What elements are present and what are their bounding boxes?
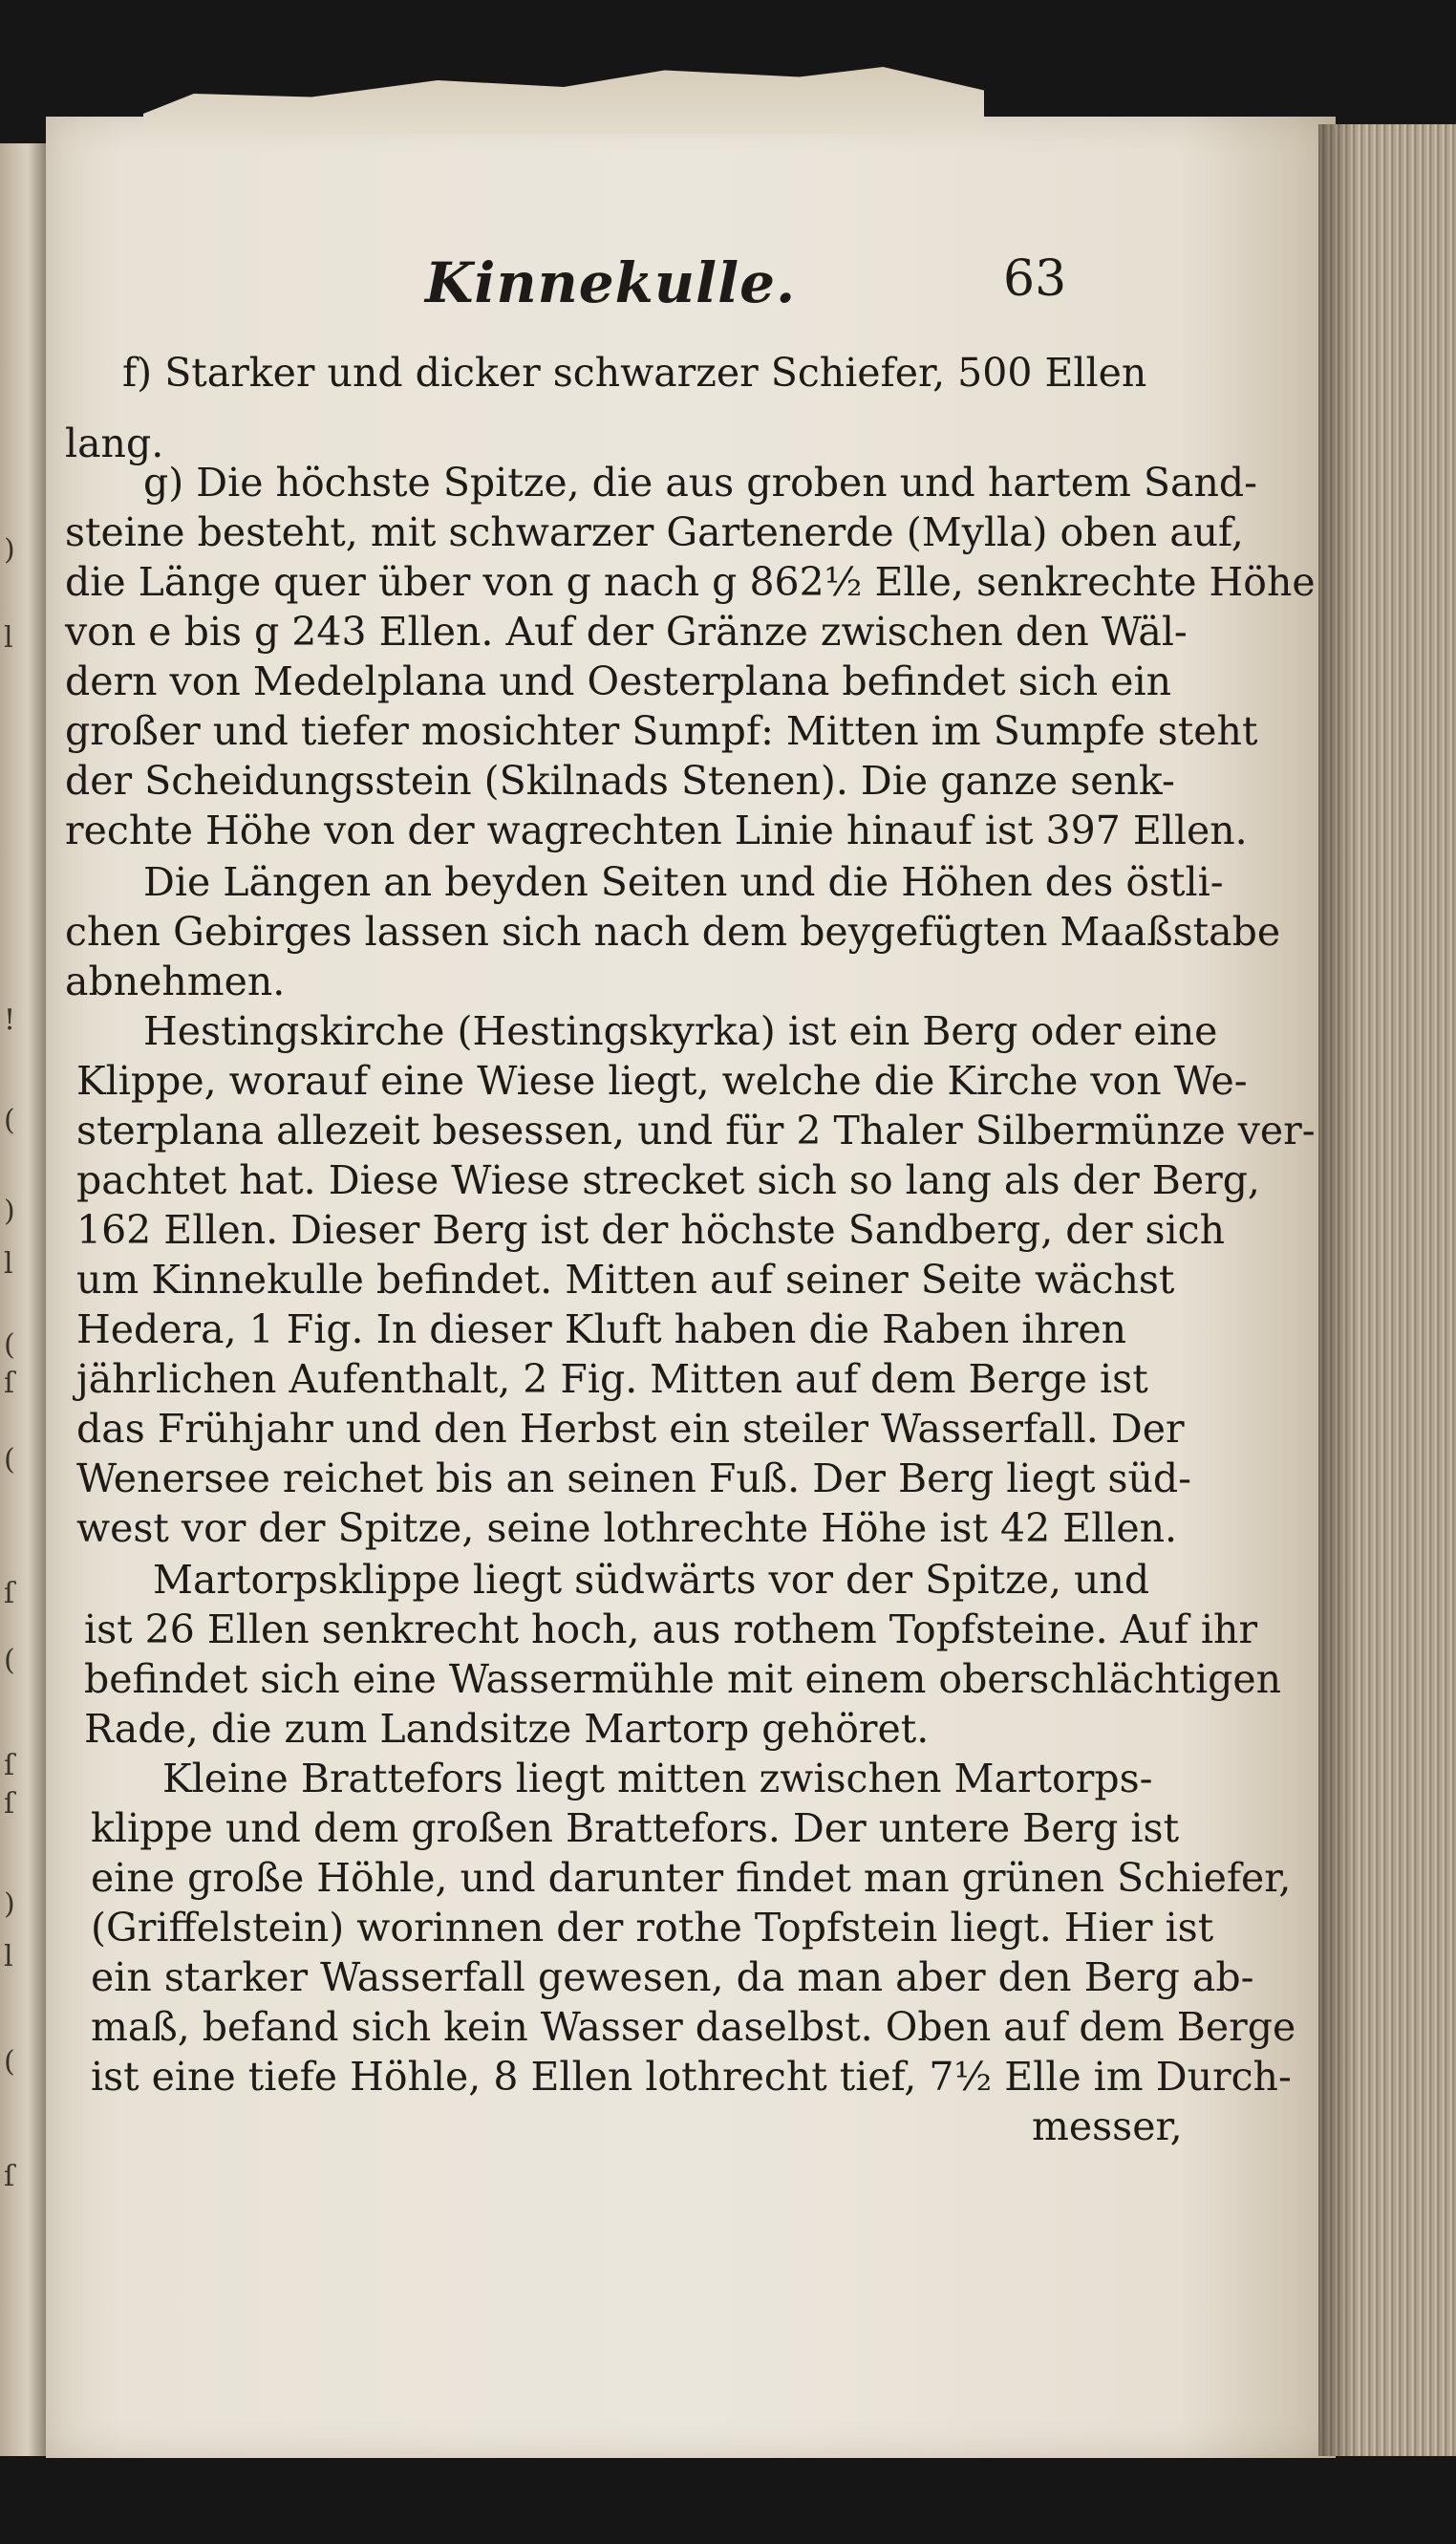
edge-mark: ( bbox=[4, 1328, 15, 1362]
running-header: Kinnekulle. bbox=[425, 250, 797, 315]
text-line: Hestingskirche (Hestingskyrka) ist ein Berg oder eine bbox=[143, 1008, 1218, 1054]
edge-mark: ſ bbox=[4, 2160, 15, 2193]
edge-mark: ) bbox=[4, 1887, 15, 1921]
text-line: maß, befand sich kein Wasser daselbst. Oben auf dem Berge bbox=[91, 2004, 1296, 2050]
text-line: 162 Ellen. Dieser Berg ist der höchste Sandberg, der sich bbox=[76, 1207, 1225, 1253]
edge-mark: l bbox=[4, 1940, 13, 1973]
text-line: dern von Medelplana und Oesterplana befindet sich ein bbox=[65, 658, 1172, 704]
edge-mark: l bbox=[4, 1247, 13, 1281]
edge-mark: ( bbox=[4, 1443, 15, 1477]
edge-mark: ) bbox=[4, 1195, 15, 1228]
text-line: abnehmen. bbox=[65, 959, 286, 1004]
edge-mark: ſ bbox=[4, 1367, 15, 1400]
text-line: Wenersee reichet bis an seinen Fuß. Der Berg liegt süd- bbox=[76, 1455, 1192, 1501]
text-line: das Frühjahr und den Herbst ein steiler Wasserfall. Der bbox=[76, 1406, 1185, 1452]
edge-mark: ſ bbox=[4, 1749, 15, 1782]
page-number: 63 bbox=[1003, 250, 1067, 308]
edge-mark: ! bbox=[4, 1003, 16, 1037]
text-line: lang. bbox=[65, 420, 164, 466]
text-line: chen Gebirges lassen sich nach dem beygefügten Maaßstabe bbox=[65, 909, 1281, 955]
text-line: Martorpsklippe liegt südwärts vor der Spitze, und bbox=[153, 1557, 1150, 1603]
edge-mark: ) bbox=[4, 533, 15, 567]
text-line: ist 26 Ellen senkrecht hoch, aus rothem Topfsteine. Auf ihr bbox=[84, 1606, 1258, 1652]
text-line: sterplana allezeit besessen, und für 2 Thaler Silbermünze ver- bbox=[76, 1108, 1316, 1153]
text-line: befindet sich eine Wassermühle mit einem oberschlächtigen bbox=[84, 1656, 1282, 1702]
text-line: der Scheidungsstein (Skilnads Stenen). Die ganze senk- bbox=[65, 758, 1175, 804]
text-line: Die Längen an beyden Seiten und die Höhen des östli- bbox=[143, 859, 1224, 905]
edge-mark: ( bbox=[4, 1644, 15, 1677]
text-line: die Länge quer über von g nach g 862½ Elle, senkrechte Höhe bbox=[65, 559, 1316, 605]
text-line: großer und tiefer mosichter Sumpf: Mitten im Sumpfe steht bbox=[65, 708, 1258, 754]
catchword: messer, bbox=[1032, 2103, 1183, 2149]
edge-mark: ( bbox=[4, 2045, 15, 2079]
text-line: steine besteht, mit schwarzer Gartenerde (Mylla) oben auf, bbox=[65, 509, 1244, 555]
text-line: f) Starker und dicker schwarzer Schiefer, 500 Ellen bbox=[122, 350, 1147, 396]
text-line: von e bis g 243 Ellen. Auf der Gränze zwischen den Wäl- bbox=[65, 609, 1188, 655]
text-line: jährlichen Aufenthalt, 2 Fig. Mitten auf dem Berge ist bbox=[76, 1356, 1148, 1402]
text-line: ein starker Wasserfall gewesen, da man aber den Berg ab- bbox=[91, 1954, 1254, 2000]
edge-mark: ſ bbox=[4, 1787, 15, 1821]
text-line: Klippe, worauf eine Wiese liegt, welche die Kirche von We- bbox=[76, 1058, 1248, 1104]
text-line: um Kinnekulle befindet. Mitten auf seiner Seite wächst bbox=[76, 1257, 1175, 1303]
text-line: west vor der Spitze, seine lothrechte Höhe ist 42 Ellen. bbox=[76, 1505, 1178, 1551]
text-line: g) Die höchste Spitze, die aus groben und hartem Sand- bbox=[143, 460, 1257, 506]
text-line: Rade, die zum Landsitze Martorp gehöret. bbox=[84, 1706, 930, 1752]
edge-mark: ( bbox=[4, 1104, 15, 1137]
text-line: rechte Höhe von der wagrechten Linie hinauf ist 397 Ellen. bbox=[65, 808, 1248, 853]
text-line: ist eine tiefe Höhle, 8 Ellen lothrecht tief, 7½ Elle im Durch- bbox=[91, 2054, 1292, 2100]
text-line: (Griffelstein) worinnen der rothe Topfstein liegt. Hier ist bbox=[91, 1905, 1214, 1951]
edge-mark: ſ bbox=[4, 1577, 15, 1610]
text-line: eine große Höhle, und darunter findet man grünen Schiefer, bbox=[91, 1855, 1292, 1901]
text-line: Kleine Brattefors liegt mitten zwischen Martorps- bbox=[162, 1756, 1153, 1801]
text-line: pachtet hat. Diese Wiese strecket sich so lang als der Berg, bbox=[76, 1157, 1260, 1203]
text-line: Hedera, 1 Fig. In dieser Kluft haben die Raben ihren bbox=[76, 1306, 1127, 1352]
edge-mark: l bbox=[4, 621, 13, 655]
text-line: klippe und dem großen Brattefors. Der untere Berg ist bbox=[91, 1805, 1180, 1851]
